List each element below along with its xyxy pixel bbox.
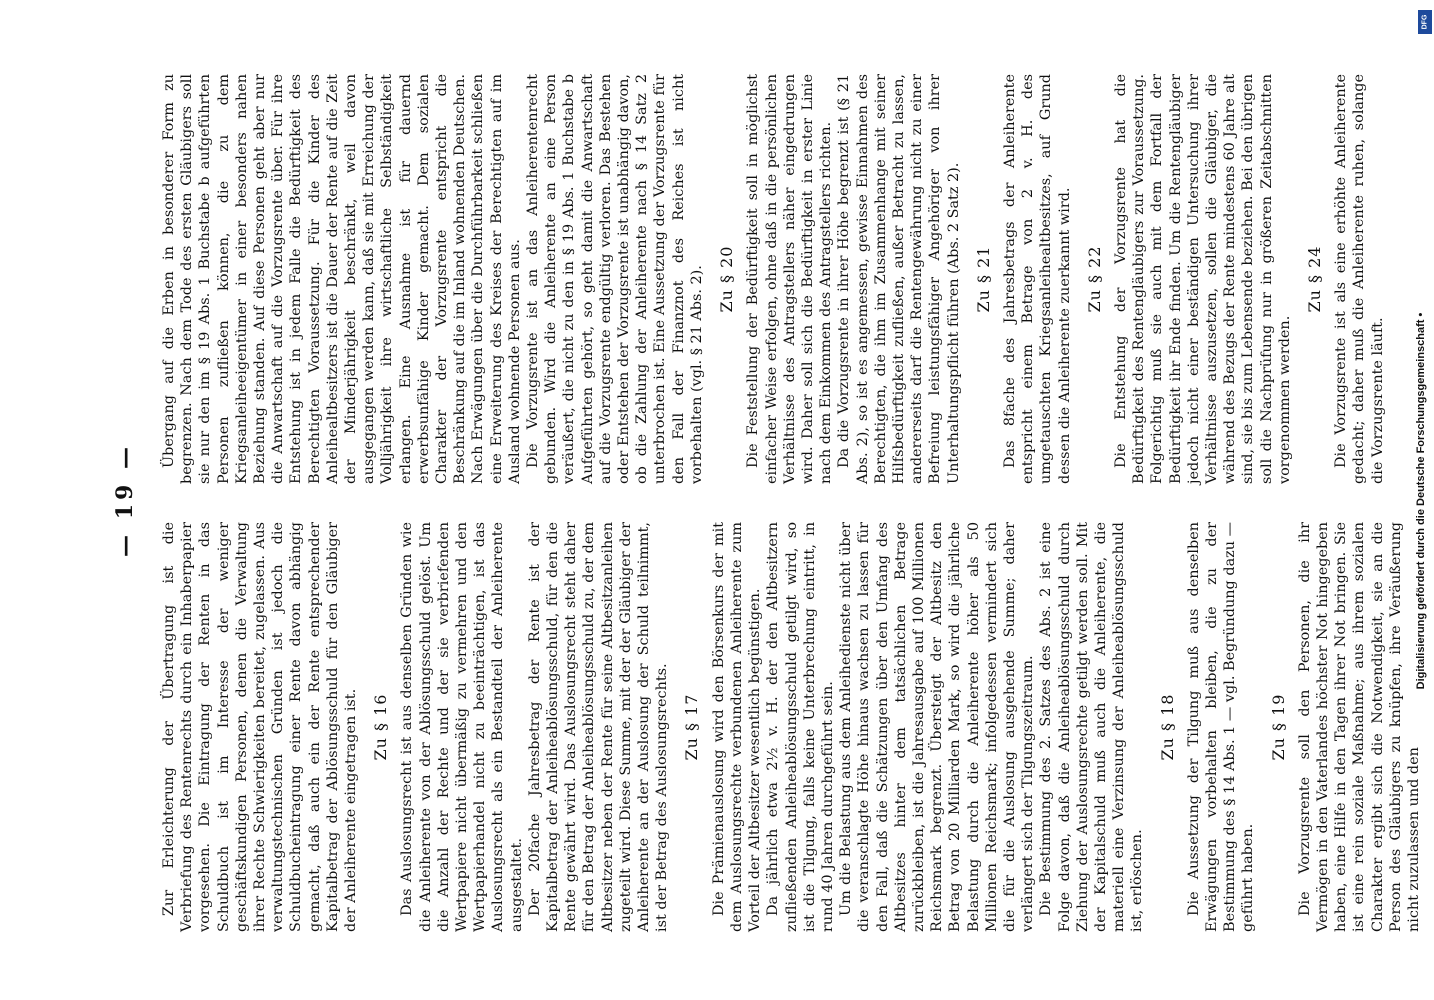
paragraph: Die Prämienauslosung wird den Börsenkurs der mit dem Auslosungsrechte verbundenen Anleiherente zum Vorteil der Altbesitzer wesentlich begünstigen.	[710, 522, 764, 932]
paragraph: Übergang auf die Erben in besonderer Form zu begrenzen. Nach dem Tode des ersten Gläubigers soll sie nur den im § 19 Abs. 1 Buchstabe b aufgeführten Personen zufließen können, die zu dem Kriegsanleiheeigentümer in einer besonders nahen Beziehung standen. Auf diese Personen geht aber nur die Anwartschaft auf die Vorzugsrente über. Für ihre Entstehung ist in jedem Falle die Bedürftigkeit des Berechtigten Voraussetzung. Für die Kinder des Anleihealtbesitzers ist die Dauer der Rente auf die Zeit der Minderjährigkeit beschränkt, weil davon ausgegangen werden kann, daß sie mit Erreichung der Volljährigkeit ihre wirtschaftliche Selbständigkeit erlangen. Eine Ausnahme ist für dauernd erwerbsunfähige Kinder gemacht. Dem sozialen Charakter der Vorzugsrente entspricht die Beschränkung auf die im Inland wohnenden Deutschen. Nach Erwägungen über die Durchführbarkeit schließen eine Erweiterung des Kreises der Berechtigten auf im Ausland wohnende Personen aus.	[161, 74, 523, 484]
section-heading: Zu § 21	[973, 245, 993, 313]
paragraph: Da jährlich etwa 2½ v. H. der den Altbesitzern zufließenden Anleiheablösungsschuld getilgt wird, so ist die Tilgung, falls keine Unterbrechung eintritt, in rund 40 Jahren durchgeführt sein.	[765, 522, 836, 932]
paragraph: Da die Vorzugsrente in ihrer Höhe begrenzt ist (§ 21 Abs. 2), so ist es angemessen, gewisse Einnahmen des Berechtigten, die ihm im Zusammenhange mit seiner Hilfsbedürftigkeit zufließen, außer Betracht zu lassen, andererseits darf die Rentengewährung nicht zu einer Befreiung leistungsfähiger Angehöriger von ihrer Unterhaltungspflicht führen (Abs. 2 Satz 2).	[836, 74, 962, 484]
paragraph: Zur Erleichterung der Übertragung ist die Verbriefung des Rentenrechts durch ein Inhaberpapier vorgesehen. Die Eintragung der Renten in das Schuldbuch ist im Interesse der weniger geschäftskundigen Personen, denen die Verwaltung ihrer Rechte Schwierigkeiten bereitet, zugelassen. Aus verwaltungstechnischen Gründen ist jedoch die Schuldbucheintragung einer Rente davon abhängig gemacht, daß auch ein der Rente entsprechender Kapitalbetrag der Ablösungsschuld für den Gläubiger der Anleiherente eingetragen ist.	[161, 522, 360, 932]
paragraph: Der 20fache Jahresbetrag der Rente ist der Kapitalbetrag der Anleiheablösungsschuld, für den die Rente gewährt wird. Das Auslosungsrecht steht daher für den Betrag der Anleiheablösungsschuld zu, der dem Altbesitzer neben der Rente für seine Altbesitzanleihen zugeteilt wird. Diese Summe, mit der der Gläubiger der Anleiherente an der Auslosung der Schuld teilnimmt, ist der Betrag des Auslosungsrechts.	[526, 522, 671, 932]
section-heading: Zu § 20	[717, 245, 737, 313]
section-heading: Zu § 16	[371, 693, 391, 761]
section-heading: Zu § 24	[1304, 245, 1324, 313]
section-heading: Zu § 22	[1084, 245, 1104, 313]
paragraph: Die Feststellung der Bedürftigkeit soll in möglichst einfacher Weise erfolgen, ohne daß in die persönlichen Verhältnisse des Antragstellers näher eingedrungen wird. Daher soll sich die Bedürftigkeit in erster Linie nach dem Einkommen des Antragstellers richten.	[745, 74, 835, 484]
section-heading: Zu § 18	[1157, 693, 1177, 761]
paragraph: Die Aussetzung der Tilgung muß aus denselben Erwägungen vorbehalten bleiben, die zu der Bestimmung des § 14 Abs. 1 — vgl. Begründung dazu — geführt haben.	[1185, 522, 1257, 932]
digitization-credit-strip	[1410, 6, 1432, 996]
text-column-left	[160, 522, 1423, 932]
paragraph: Das 8fache des Jahresbetrags der Anleiherente entspricht einem Betrage von 2 v. H. des umgetauschten Kriegsanleihealtbesitzes, auf Grund dessen die Anleiherente zuerkannt wird.	[1001, 74, 1073, 484]
paragraph: Die Vorzugsrente ist als eine erhöhte Anleiherente gedacht; daher muß die Anleiherente ruhen, solange die Vorzugsrente läuft.	[1333, 74, 1386, 484]
section-heading: Zu § 17	[682, 693, 702, 761]
section-heading: Zu § 19	[1268, 693, 1288, 761]
paragraph: Das Auslosungsrecht ist aus denselben Gründen wie die Anleiherente von der Ablösungsschuld gelöst. Um die Anzahl der Rechte und der sie verbriefenden Wertpapiere nicht übermäßig zu vermehren und den Wertpapierhandel nicht zu beeinträchtigen, ist das Auslosungsrecht als ein Bestandteil der Anleiherente ausgestaltet.	[399, 522, 525, 932]
running-head-page-number: — 19 —	[112, 443, 138, 557]
paragraph: Um die Belastung aus dem Anleihedienste nicht über die veranschlagte Höhe hinaus wachsen zu lassen für den Fall, daß die Schätzungen über den Umfang des Altbesitzes hinter dem tatsächlichen Betrage zurückbleiben, ist die Jahresausgabe auf 100 Millionen Reichsmark begrenzt. Übersteigt der Altbesitz den Betrag von 20 Milliarden Mark, so wird die jährliche Belastung durch die Anleiherente höher als 50 Millionen Reichsmark; infolgedessen vermindert sich die für die Auslosung ausgehende Summe; daher verlängert sich der Tilgungszeitraum.	[838, 522, 1037, 932]
paragraph: Die Entstehung der Vorzugsrente hat die Bedürftigkeit des Rentengläubigers zur Voraussetzung. Folgerichtig muß sie auch mit dem Fortfall der Bedürftigkeit ihr Ende finden. Um die Rentengläubiger jedoch nicht einer beständigen Untersuchung ihrer Verhältnisse auszusetzen, sollen die Gläubiger, die während des Bezugs der Rente mindestens 60 Jahre alt sind, sie bis zum Lebensende beziehen. Bei den übrigen soll die Nachprüfung nur in größeren Zeitabschnitten vorgenommen werden.	[1112, 74, 1293, 484]
text-column-right	[160, 74, 1387, 484]
paragraph: Die Bestimmung des 2. Satzes des Abs. 2 ist eine Folge davon, daß die Anleiheablösungsschuld durch Ziehung der Auslosungsrechte getilgt werden soll. Mit der Kapitalschuld muß auch die Anleiherente, die materiell eine Verzinsung der Anleiheablösungsschuld ist, erlöschen.	[1038, 522, 1146, 932]
paragraph: Die Vorzugsrente soll den Personen, die ihr Vermögen in den Vaterlandes höchster Not hingegeben haben, eine Hilfe in den Tagen ihrer Not bringen. Sie ist eine rein soziale Maßnahme; aus ihrem sozialen Charakter ergibt sich die Notwendigkeit, sie an die Person des Gläubigers zu knüpfen, ihre Veräußerung nicht zuzulassen und den	[1296, 522, 1422, 932]
paragraph: Die Vorzugsrente ist an das Anleiherentenrecht gebunden. Wird die Anleiherente an eine Person veräußert, die nicht zu den in § 19 Abs. 1 Buchstabe b Aufgeführten gehört, so geht damit die Anwartschaft auf die Vorzugsrente endgültig verloren. Das Bestehen oder Entstehen der Vorzugsrente ist unabhängig davon, ob die Zahlung der Anleiherente nach § 14 Satz 2 unterbrochen ist. Eine Aussetzung der Vorzugsrente für den Fall der Finanznot des Reiches ist nicht vorbehalten (vgl. § 21 Abs. 2).	[525, 74, 705, 484]
digitization-credit-text: Digitalisierung gefördert durch die Deutsche Forschungsgemeinschaft •	[1415, 312, 1427, 690]
dfg-logo-text: DFG	[1421, 14, 1429, 30]
